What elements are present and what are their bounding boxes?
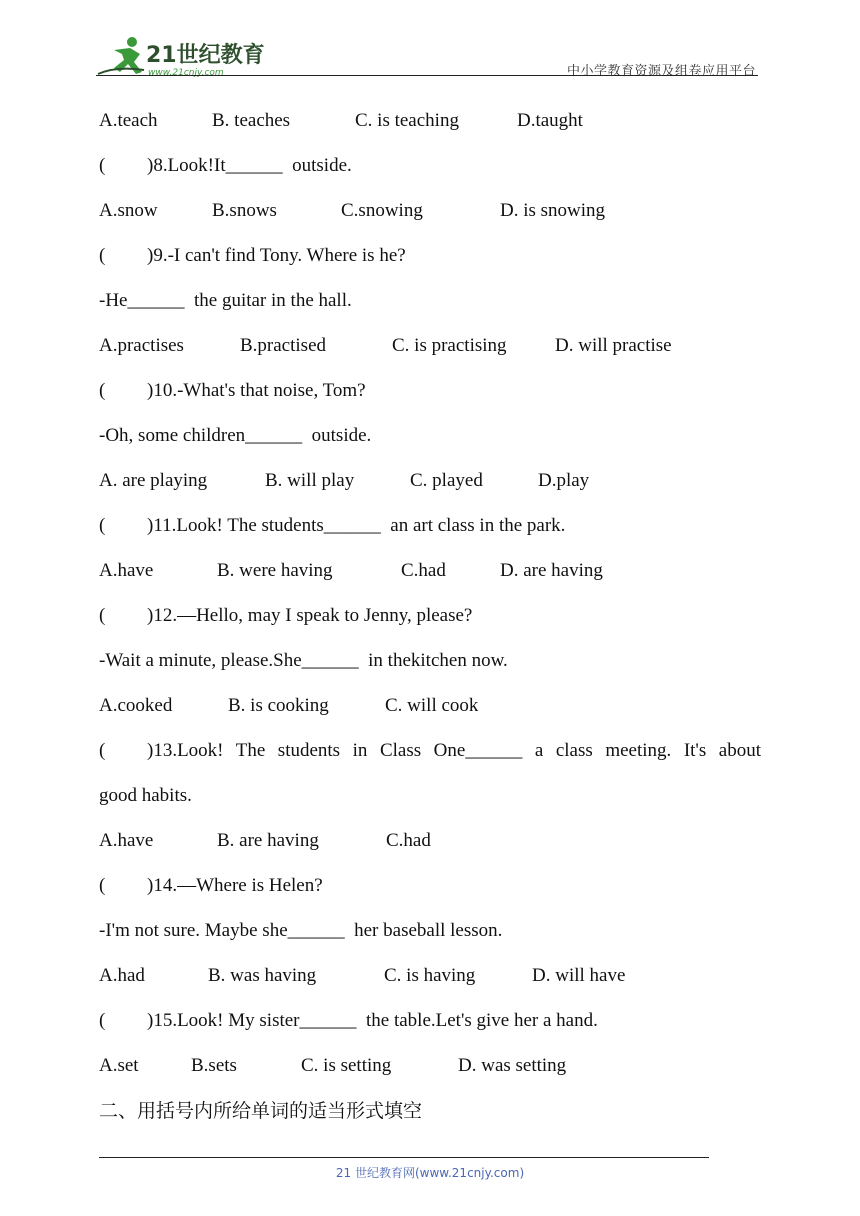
answer-option: D. will practise — [555, 335, 672, 356]
answer-option: A.have — [99, 830, 154, 851]
question-text: )8.Look!It______ outside. — [147, 155, 352, 176]
answer-option: B. will play — [265, 470, 355, 491]
answer-option: B.sets — [191, 1055, 237, 1076]
answer-option: B. teaches — [212, 110, 291, 131]
running-figure-icon — [98, 37, 144, 74]
answer-blank-paren: ( — [99, 605, 106, 626]
logo-21cnjy — [96, 32, 266, 78]
answer-blank-paren: ( — [99, 380, 106, 401]
answer-option: A.set — [99, 1055, 139, 1076]
answer-option: D.taught — [517, 110, 583, 131]
answer-option: D. is snowing — [500, 200, 606, 221]
question-text: )11.Look! The students______ an art class in the park. — [147, 515, 566, 536]
answer-option: A.had — [99, 965, 145, 986]
answer-options-row — [99, 693, 761, 738]
answer-option: C. is having — [384, 965, 476, 986]
answer-blank-paren: ( — [99, 875, 106, 896]
answer-options-row — [99, 198, 761, 243]
answer-option: B.snows — [212, 200, 277, 221]
footer-text: 21 世纪教育网(www.21cnjy.com) — [335, 1166, 525, 1180]
question-text: )14.—Where is Helen? — [147, 875, 323, 896]
question-text: )9.-I can't find Tony. Where is he? — [147, 245, 406, 266]
answer-option: C.snowing — [341, 200, 423, 221]
question-text-line: -Wait a minute, please.She______ in thekitchen now. — [99, 650, 508, 671]
question-row — [99, 378, 761, 423]
question-row — [99, 153, 761, 198]
footer-divider — [99, 1157, 709, 1158]
answer-options-row — [99, 468, 761, 513]
logo-text: 21世纪教育 — [146, 43, 265, 68]
question-text-line: -He______ the guitar in the hall. — [99, 290, 352, 311]
section-heading: 二、用括号内所给单词的适当形式填空 — [99, 1100, 423, 1122]
header-tagline: 中小学教育资源及组卷应用平台 — [566, 64, 756, 79]
answer-options-row — [99, 1053, 761, 1098]
answer-blank-paren: ( — [99, 245, 106, 266]
answer-options-row — [99, 963, 761, 1008]
question-row — [99, 513, 761, 558]
answer-option: A.teach — [99, 110, 158, 131]
answer-option: D. was setting — [458, 1055, 567, 1076]
answer-option: C. played — [410, 470, 483, 491]
question-row — [99, 603, 761, 648]
question-row — [99, 1008, 761, 1053]
question-text-line: -Oh, some children______ outside. — [99, 425, 372, 446]
answer-option: A. are playing — [99, 470, 208, 491]
question-text: )13.Look! The students in Class One______ a class meeting. It's about — [147, 740, 761, 761]
worksheet-body — [99, 108, 761, 1143]
answer-option: C. is practising — [392, 335, 507, 356]
answer-option: C.had — [386, 830, 431, 851]
answer-blank-paren: ( — [99, 1010, 106, 1031]
answer-option: D. are having — [500, 560, 603, 581]
question-text: )12.—Hello, may I speak to Jenny, please? — [147, 605, 473, 626]
question-text: )10.-What's that noise, Tom? — [147, 380, 366, 401]
question-text-line: good habits. — [99, 785, 192, 806]
answer-blank-paren: ( — [99, 740, 106, 761]
answer-option: B. are having — [217, 830, 319, 851]
page-header — [96, 32, 758, 80]
answer-option: B.practised — [240, 335, 327, 356]
answer-option: D.play — [538, 470, 590, 491]
answer-options-row — [99, 333, 761, 378]
answer-option: A.have — [99, 560, 154, 581]
question-row — [99, 738, 761, 783]
answer-blank-paren: ( — [99, 515, 106, 536]
answer-option: D. will have — [532, 965, 626, 986]
answer-option: C. is teaching — [355, 110, 459, 131]
answer-option: C. is setting — [301, 1055, 392, 1076]
logo-url: www.21cnjy.com — [148, 68, 224, 78]
answer-option: C.had — [401, 560, 446, 581]
answer-option: A.practises — [99, 335, 184, 356]
answer-option: A.cooked — [99, 695, 173, 716]
answer-options-row — [99, 558, 761, 603]
question-text-line: -I'm not sure. Maybe she______ her baseball lesson. — [99, 920, 503, 941]
question-row — [99, 873, 761, 918]
header-divider — [96, 75, 758, 76]
answer-option: C. will cook — [385, 695, 479, 716]
answer-option: B. was having — [208, 965, 317, 986]
answer-options-row — [99, 828, 761, 873]
answer-options-row — [99, 108, 761, 153]
answer-option: A.snow — [99, 200, 158, 221]
answer-option: B. is cooking — [228, 695, 329, 716]
question-row — [99, 243, 761, 288]
answer-option: B. were having — [217, 560, 333, 581]
answer-blank-paren: ( — [99, 155, 106, 176]
question-text: )15.Look! My sister______ the table.Let's give her a hand. — [147, 1010, 598, 1031]
